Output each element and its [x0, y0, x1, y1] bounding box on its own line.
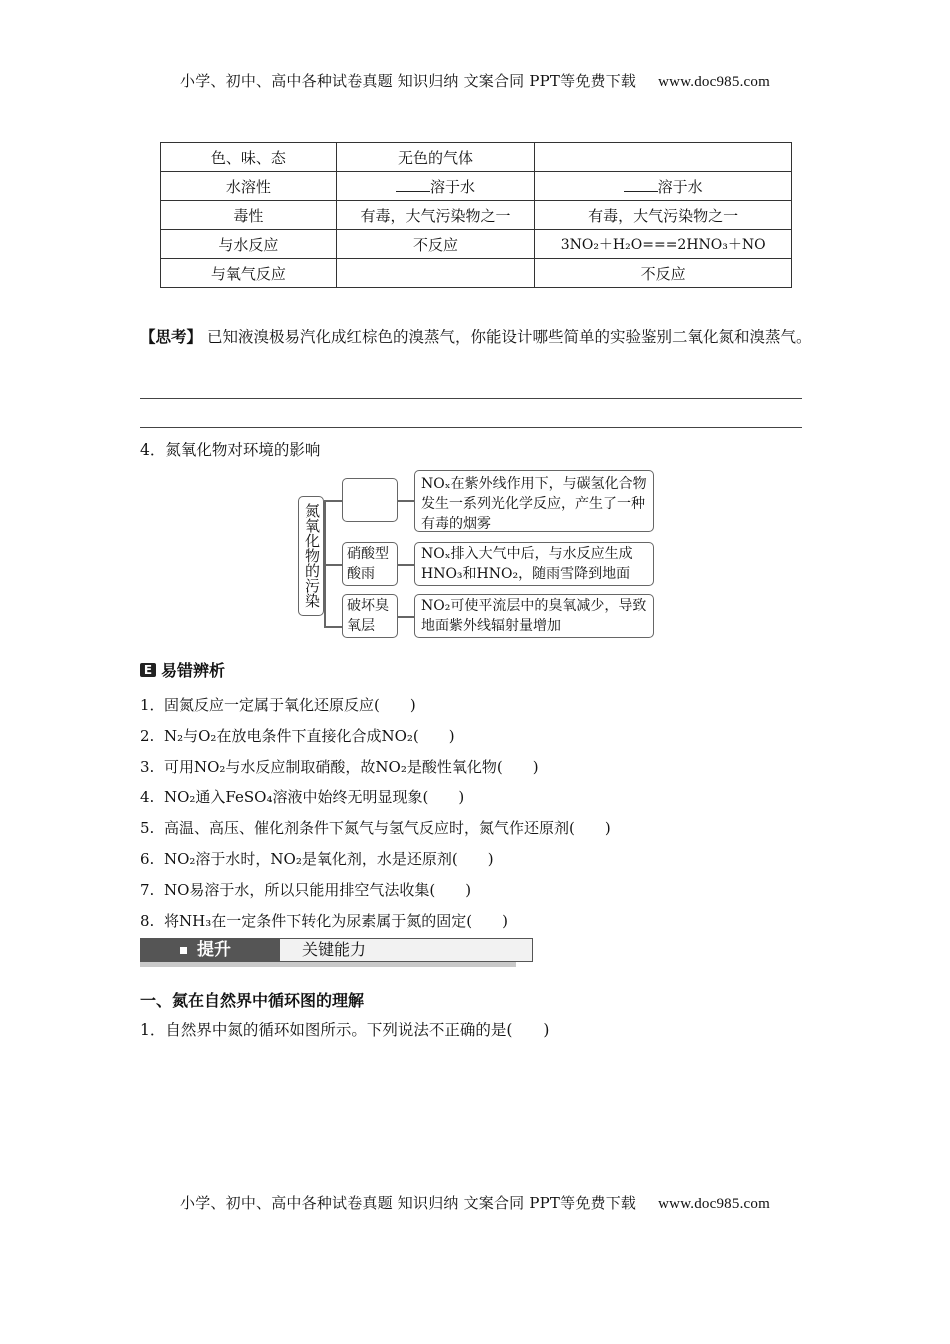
answer-line	[140, 427, 802, 428]
item-number: 5.	[140, 819, 155, 838]
connector	[398, 500, 414, 502]
answer-line	[140, 398, 802, 399]
no2-cell	[535, 172, 792, 201]
item-number: 4.	[140, 788, 155, 807]
no-cell	[336, 259, 535, 288]
item-number: 3.	[140, 757, 155, 776]
no-cell: 不反应	[336, 230, 535, 259]
connector	[324, 626, 342, 628]
section1-title: 一、氮在自然界中循环图的理解	[140, 991, 365, 1010]
item-text: NO易溶于水，所以只能用排空气法收集( )	[164, 880, 472, 899]
row-label: 色、味、态	[161, 143, 337, 172]
row-label: 毒性	[161, 201, 337, 230]
no2-cell-text: 溶于水	[657, 177, 703, 196]
table-row	[161, 172, 792, 201]
list-item	[140, 844, 611, 875]
section4-title: 4．氮氧化物对环境的影响	[140, 441, 321, 459]
row-label: 与水反应	[161, 230, 337, 259]
fill-blank	[624, 177, 658, 192]
no-cell-text: 溶于水	[429, 177, 475, 196]
connector	[324, 500, 342, 502]
list-item	[140, 782, 611, 813]
banner-left	[140, 938, 280, 962]
banner-right-label: 关键能力	[302, 940, 367, 959]
table-row	[161, 201, 792, 230]
properties-table	[160, 142, 792, 288]
square-icon	[180, 947, 187, 954]
root-box: 氮氧化物的污染	[298, 496, 324, 616]
header-site: www.doc985.com	[658, 74, 770, 90]
connector	[398, 564, 414, 566]
yicuo-list	[140, 690, 611, 936]
row-label: 与氧气反应	[161, 259, 337, 288]
fill-blank	[396, 177, 430, 192]
item-number: 1．	[140, 696, 165, 714]
footer-site: www.doc985.com	[658, 1196, 770, 1212]
yicuo-icon: E	[140, 663, 156, 677]
item-number: 7.	[140, 880, 155, 899]
page-footer	[0, 1192, 950, 1213]
banner-strip	[140, 962, 516, 967]
yicuo-title: 易错辨析	[161, 661, 226, 680]
section-banner	[140, 938, 516, 968]
banner-right	[280, 938, 533, 962]
branch-label-box: 破坏臭氧层	[342, 594, 398, 638]
pollution-diagram	[298, 468, 658, 640]
question-1: 1．自然界中氮的循环如图所示。下列说法不正确的是( )	[140, 1021, 550, 1039]
footer-text: 小学、初中、高中各种试卷真题 知识归纳 文案合同 PPT等免费下载	[180, 1194, 637, 1212]
branch-label-box: 硝酸型酸雨	[342, 542, 398, 586]
item-text: 将NH₃在一定条件下转化为尿素属于氮的固定( )	[164, 911, 508, 930]
item-text: N₂与O₂在放电条件下直接化合成NO₂( )	[164, 726, 455, 745]
list-item	[140, 875, 611, 906]
item-number: 6.	[140, 849, 155, 868]
header-text: 小学、初中、高中各种试卷真题 知识归纳 文案合同 PPT等免费下载	[180, 72, 637, 90]
branch-label-box	[342, 478, 398, 522]
item-text: 固氮反应一定属于氧化还原反应( )	[164, 696, 416, 714]
item-text: NO₂通入FeSO₄溶液中始终无明显现象( )	[164, 788, 465, 807]
no-cell: 无色的气体	[336, 143, 535, 172]
yicuo-heading	[140, 658, 225, 681]
table-row	[161, 259, 792, 288]
branch-desc-box: NOₓ排入大气中后，与水反应生成HNO₃和HNO₂，随雨雪降到地面	[414, 542, 654, 586]
think-text: 已知液溴极易汽化成红棕色的溴蒸气，你能设计哪些简单的实验鉴别二氧化氮和溴蒸气。	[206, 328, 812, 346]
no2-cell	[535, 143, 792, 172]
item-text: 可用NO₂与水反应制取硝酸，故NO₂是酸性氧化物( )	[164, 757, 539, 776]
item-number: 8.	[140, 911, 155, 930]
row-label: 水溶性	[161, 172, 337, 201]
list-item	[140, 752, 611, 783]
list-item	[140, 690, 611, 721]
list-item	[140, 906, 611, 937]
branch-desc-box: NOₓ在紫外线作用下，与碳氢化合物发生一系列光化学反应，产生了一种有毒的烟雾	[414, 470, 654, 532]
no-cell: 有毒，大气污染物之一	[336, 201, 535, 230]
no-cell	[336, 172, 535, 201]
no2-cell: 3NO₂＋H₂O===2HNO₃＋NO	[535, 230, 792, 259]
think-tag: 【思考】	[140, 328, 203, 346]
banner-left-label: 提升	[197, 940, 231, 960]
table-row	[161, 143, 792, 172]
connector	[324, 564, 342, 566]
page-header	[0, 70, 950, 91]
list-item	[140, 721, 611, 752]
think-paragraph	[140, 322, 812, 352]
connector	[398, 616, 414, 618]
no2-cell: 不反应	[535, 259, 792, 288]
no2-cell: 有毒，大气污染物之一	[535, 201, 792, 230]
table-row	[161, 230, 792, 259]
item-text: NO₂溶于水时，NO₂是氧化剂，水是还原剂( )	[164, 849, 494, 868]
item-number: 2.	[140, 726, 155, 745]
branch-desc-box: NO₂可使平流层中的臭氧减少，导致地面紫外线辐射量增加	[414, 594, 654, 638]
item-text: 高温、高压、催化剂条件下氮气与氢气反应时，氮气作还原剂( )	[164, 819, 611, 838]
list-item	[140, 813, 611, 844]
